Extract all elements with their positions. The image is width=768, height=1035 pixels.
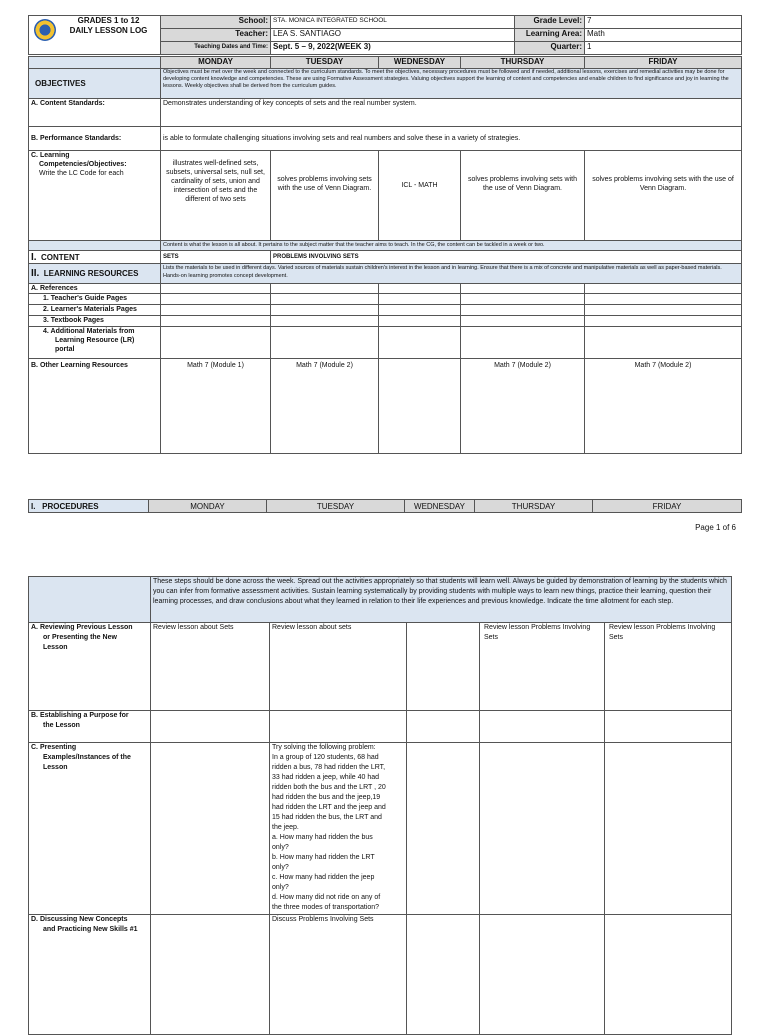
area-value: Math <box>585 29 742 42</box>
teacher-label: Teacher: <box>161 29 271 42</box>
lesson-log-header <box>28 15 742 55</box>
content-note: Content is what the lesson is all about. It pertains to the subject matter that the teacher aims to teach. In the CG, the content can be tackled in a week or two. <box>161 241 742 251</box>
other-resources-wednesday <box>379 359 461 454</box>
reviewing-previous-lesson-label: A. Reviewing Previous Lesson or Presenting the New Lesson <box>29 623 151 711</box>
other-resources-friday: Math 7 (Module 2) <box>585 359 742 454</box>
proc-day-wednesday: WEDNESDAY <box>405 500 475 513</box>
school-value: STA. MONICA INTEGRATED SCHOOL <box>271 16 515 29</box>
performance-standards-label: B. Performance Standards: <box>29 127 161 151</box>
competency-friday: solves problems involving sets with the use of Venn Diagram. <box>585 151 742 241</box>
proc-day-tuesday: TUESDAY <box>267 500 405 513</box>
procedures-table <box>28 576 732 1035</box>
day-tuesday: TUESDAY <box>271 57 379 69</box>
log-title: DAILY LESSON LOG <box>69 26 148 35</box>
area-label: Learning Area: <box>515 29 585 42</box>
establishing-purpose-label: B. Establishing a Purpose for the Lesson <box>29 711 151 743</box>
day-thursday: THURSDAY <box>461 57 585 69</box>
references-label: A. References <box>29 284 161 294</box>
day-wednesday: WEDNESDAY <box>379 57 461 69</box>
presenting-examples-label: C. Presenting Examples/Instances of the Lesson <box>29 743 151 915</box>
review-friday: Review lesson Problems Involving Sets <box>605 623 732 711</box>
content-monday: SETS <box>161 251 271 264</box>
review-thursday: Review lesson Problems Involving Sets <box>480 623 605 711</box>
competency-wednesday: ICL - MATH <box>379 151 461 241</box>
dates-label: Teaching Dates and Time: <box>161 42 271 55</box>
competencies-label: C. Learning Competencies/Objectives: Write the LC Code for each <box>29 151 161 241</box>
other-resources-label: B. Other Learning Resources <box>29 359 161 454</box>
teachers-guide-label: 1. Teacher's Guide Pages <box>29 294 161 305</box>
competency-tuesday: solves problems involving sets with the use of Venn Diagram. <box>271 151 379 241</box>
discussing-new-concepts-label: D. Discussing New Concepts and Practicing New Skills #1 <box>29 915 151 1035</box>
content-standards-label: A. Content Standards: <box>29 99 161 127</box>
learning-resources-heading: II. LEARNING RESOURCES <box>29 264 161 284</box>
presenting-examples-tuesday: Try solving the following problem: In a group of 120 students, 68 had ridden a bus, 78 had ridden the LRT, 33 had ridden a jeep, while 40 had ridden both the bus and the LRT , 20 had ridden the bus and the jeep,19 had ridden the LRT and the jeep and 15 had ridden the bus, the LRT and the jeep. a. How many had ridden the bus only? b. How many had ridden the LRT only? c. How many had ridden the jeep only? d. How many did not ride on any of the three modes of transportation? <box>270 743 407 915</box>
procedures-intro: These steps should be done across the week. Spread out the activities appropriately so that students will learn well. Always be guided by demonstration of learning by the students which you can infer from formative assessment activities. Sustain learning systematically by providing students with multiple ways to learn new things, practice their learning, question their learning processes, and draw conclusions about what they learned in relation to their life experiences and previous knowledge. Indicate the time allotment for each step. <box>151 577 732 623</box>
proc-day-monday: MONDAY <box>149 500 267 513</box>
additional-materials-label: 4. Additional Materials from Learning Resource (LR) portal <box>29 327 161 359</box>
procedures-heading: I. PROCEDURES <box>29 500 149 513</box>
procedures-header <box>28 499 742 513</box>
day-friday: FRIDAY <box>585 57 742 69</box>
proc-day-thursday: THURSDAY <box>475 500 593 513</box>
competency-thursday: solves problems involving sets with the use of Venn Diagram. <box>461 151 585 241</box>
quarter-value: 1 <box>585 42 742 55</box>
review-tuesday: Review lesson about sets <box>270 623 407 711</box>
grades-title: GRADES 1 to 12 <box>77 16 140 25</box>
discussing-new-concepts-tuesday: Discuss Problems Involving Sets <box>270 915 407 1035</box>
objectives-table <box>28 56 742 454</box>
learners-materials-label: 2. Learner's Materials Pages <box>29 305 161 316</box>
teacher-value: LEA S. SANTIAGO <box>271 29 515 42</box>
grade-value: 7 <box>585 16 742 29</box>
school-label: School: <box>161 16 271 29</box>
review-wednesday <box>407 623 480 711</box>
proc-day-friday: FRIDAY <box>593 500 742 513</box>
competency-monday: illustrates well-defined sets, subsets, universal sets, null set, cardinality of sets, union and intersection of sets and the different of two sets <box>161 151 271 241</box>
textbook-pages-label: 3. Textbook Pages <box>29 316 161 327</box>
quarter-label: Quarter: <box>515 42 585 55</box>
content-heading: I. CONTENT <box>29 251 161 264</box>
resources-note: Lists the materials to be used in different days. Varied sources of materials sustain children's interest in the lesson and in learning. Ensure that there is a mix of concrete and manipulative materials as well as paper-based materials. Hands-on learning promotes concept development. <box>161 264 742 284</box>
grades-block <box>29 16 161 55</box>
grade-label: Grade Level: <box>515 16 585 29</box>
page-number: Page 1 of 6 <box>695 523 736 532</box>
review-monday: Review lesson about Sets <box>151 623 270 711</box>
content-tuesday: PROBLEMS INVOLVING SETS <box>271 251 742 264</box>
content-standards-value: Demonstrates understanding of key concepts of sets and the real number system. <box>161 99 742 127</box>
other-resources-thursday: Math 7 (Module 2) <box>461 359 585 454</box>
other-resources-tuesday: Math 7 (Module 2) <box>271 359 379 454</box>
day-monday: MONDAY <box>161 57 271 69</box>
dates-value: Sept. 5 – 9, 2022(WEEK 3) <box>271 42 515 55</box>
other-resources-monday: Math 7 (Module 1) <box>161 359 271 454</box>
objectives-note: Objectives must be met over the week and connected to the curriculum standards. To meet the objectives, necessary procedures must be followed and if needed, additional lessons, exercises and remedial activities may be done for developing content knowledge and competencies. These are using Formative Assessment strategies. Valuing objectives support the learning of content and competencies and enable children to find significance and joy in learning the lessons. Weekly objectives shall be derived from the curriculum guides. <box>161 69 742 99</box>
performance-standards-value: is able to formulate challenging situations involving sets and real numbers and solve these in a variety of strategies. <box>161 127 742 151</box>
objectives-heading: OBJECTIVES <box>29 69 161 99</box>
